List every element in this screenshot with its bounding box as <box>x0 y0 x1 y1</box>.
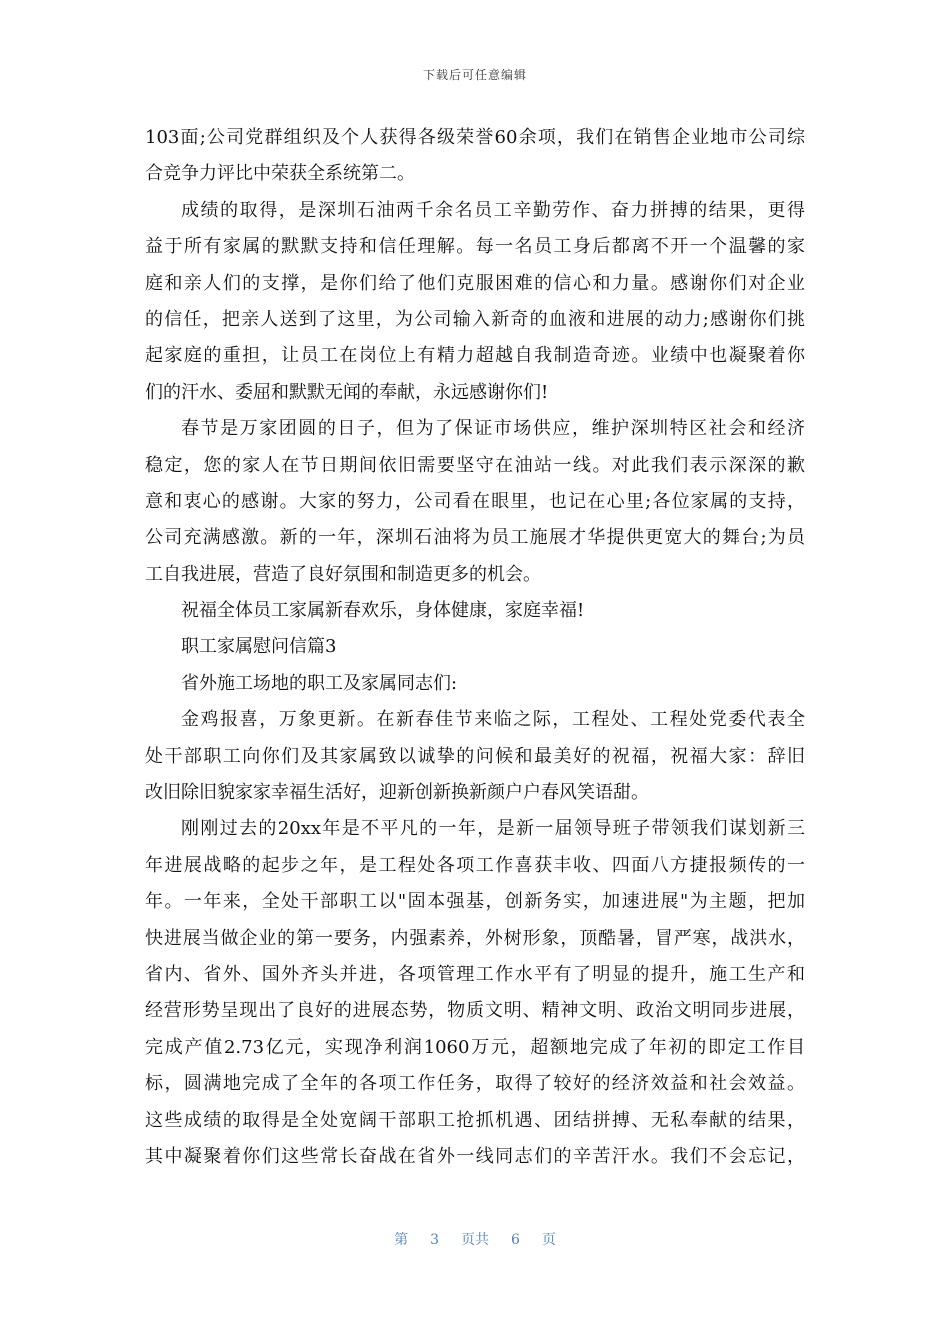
text-line: 年。一年来，全处干部职工以"固本强基，创新务实，加速进展"为主题，把加 <box>145 891 805 913</box>
text-line: 省内、省外、国外齐头并进，各项管理工作水平有了明显的提升，施工生产和 <box>145 963 805 985</box>
footer-suffix: 页 <box>541 1232 556 1248</box>
text-line: 们的汗水、委屈和默默无闻的奉献，永远感谢你们! <box>145 381 549 403</box>
text-line: 103面;公司党群组织及个人获得各级荣誉60余项，我们在销售企业地市公司综 <box>145 127 805 148</box>
text-line: 稳定，您的家人在节日期间依旧需要坚守在油站一线。对此我们表示深深的歉 <box>145 454 805 476</box>
text-line: 改旧除旧貌家家幸福生活好，迎新创新换新颜户户春风笑语甜。 <box>145 782 649 804</box>
text-line: 成绩的取得，是深圳石油两千余名员工辛勤劳作、奋力拼搏的结果，更得 <box>181 199 805 221</box>
text-line: 公司充满感激。新的一年，深圳石油将为员工施展才华提供更宽大的舞台;为员 <box>145 527 805 549</box>
text-line: 完成产值2.73亿元，实现净利润1060万元，超额地完成了年初的即定工作目 <box>145 1036 805 1058</box>
footer-prefix: 第 <box>394 1232 409 1248</box>
section-heading: 职工家属慰问信篇3 <box>181 636 337 658</box>
document-body <box>145 120 805 1175</box>
text-line: 益于所有家属的默默支持和信任理解。每一名员工身后都离不开一个温馨的家 <box>145 236 805 258</box>
text-line: 庭和亲人们的支撑，是你们给了他们克服困难的信心和力量。感谢你们对企业 <box>145 272 805 294</box>
text-line: 合竞争力评比中荣获全系统第二。 <box>145 163 415 185</box>
text-line: 刚刚过去的20xx年是不平凡的一年，是新一届领导班子带领我们谋划新三 <box>181 818 805 840</box>
text-line: 意和衷心的感谢。大家的努力，公司看在眼里，也记在心里;各位家属的支持， <box>145 490 805 512</box>
text-line: 金鸡报喜，万象更新。在新春佳节来临之际，工程处、工程处党委代表全 <box>181 709 805 731</box>
text-line: 其中凝聚着你们这些常长奋战在省外一线同志们的辛苦汗水。我们不会忘记， <box>145 1145 805 1167</box>
text-line: 年进展战略的起步之年，是工程处各项工作喜获丰收、四面八方捷报频传的一 <box>145 854 805 876</box>
text-line: 这些成绩的取得是全处宽阔干部职工抢抓机遇、团结拼搏、无私奉献的结果， <box>145 1109 805 1131</box>
page-header: 下载后可任意编辑 <box>422 68 527 82</box>
text-line: 春节是万家团圆的日子，但为了保证市场供应，维护深圳特区社会和经济 <box>181 418 805 440</box>
text-line: 经营形势呈现出了良好的进展态势，物质文明、精神文明、政治文明同步进展， <box>145 1000 805 1022</box>
text-line: 标，圆满地完成了全年的各项工作任务，取得了较好的经济效益和社会效益。 <box>145 1073 805 1095</box>
text-line: 处干部职工向你们及其家属致以诚挚的问候和最美好的祝福，祝福大家：辞旧 <box>145 745 805 767</box>
text-line: 起家庭的重担，让员工在岗位上有精力超越自我制造奇迹。业绩中也凝聚着你 <box>145 345 805 367</box>
current-page-number: 3 <box>430 1232 439 1248</box>
salutation: 省外施工场地的职工及家属同志们: <box>181 672 458 694</box>
text-line: 祝福全体员工家属新春欢乐，身体健康，家庭幸福! <box>181 600 585 622</box>
page-footer <box>0 1229 950 1249</box>
text-line: 工自我进展，营造了良好氛围和制造更多的机会。 <box>145 563 541 585</box>
text-line: 的信任，把亲人送到了这里，为公司输入新奇的血液和进展的动力;感谢你们挑 <box>145 308 805 330</box>
total-pages-number: 6 <box>511 1232 520 1248</box>
footer-middle: 页共 <box>461 1232 489 1248</box>
text-line: 快进展当做企业的第一要务，内强素养，外树形象，顶酷暑，冒严寒，战洪水， <box>145 927 805 949</box>
